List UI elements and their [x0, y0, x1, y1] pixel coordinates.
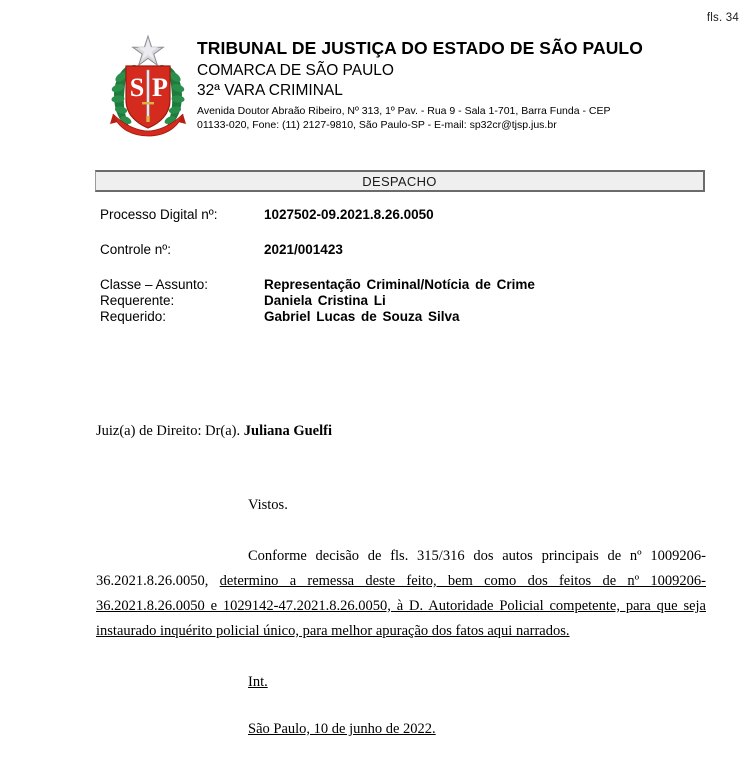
decision-body — [96, 497, 706, 742]
metadata-row-requerente — [100, 293, 700, 308]
requerido-label: Requerido: — [100, 309, 167, 324]
requerido-value: Gabriel Lucas de Souza Silva — [264, 309, 460, 324]
paragraph-underlined-text: determino a remessa deste feito, bem como dos feitos de nº 1009206-36.2021.8.26.0050 e 1029142-47.2021.8.26.0050, à D. Autoridade Policial competente, para que seja instaurado inquérito policial único, para melhor apuração dos fatos aqui narrados. — [96, 572, 706, 639]
comarca-name: COMARCA DE SÃO PAULO — [197, 61, 394, 79]
paragraph-plain-text: Conforme decisão de fls. 315/316 dos autos principais de nº 1009206-36.2021.8.26.0050, — [96, 548, 706, 589]
vistos-line: Vistos. — [248, 497, 288, 513]
judge-name: Juliana Guelfi — [243, 423, 332, 439]
date-text: São Paulo, 10 de junho de 2022. — [248, 720, 436, 737]
processo-value: 1027502-09.2021.8.26.0050 — [264, 207, 434, 222]
despacho-title: DESPACHO — [362, 173, 437, 189]
case-metadata — [100, 207, 700, 325]
requerente-label: Requerente: — [100, 293, 175, 308]
svg-text:S: S — [129, 73, 145, 102]
judge-prefix: Juiz(a) de Direito: Dr(a). — [96, 423, 244, 439]
processo-label: Processo Digital nº: — [100, 207, 218, 222]
address-block — [197, 105, 643, 133]
date-line — [248, 717, 706, 742]
controle-value: 2021/001423 — [264, 242, 343, 257]
decision-paragraph — [96, 544, 706, 644]
despacho-banner — [95, 170, 705, 192]
folio-marker: fls. 34 — [706, 12, 739, 24]
classe-value: Representação Criminal/Notícia de Crime — [264, 277, 535, 292]
int-line — [248, 670, 706, 695]
metadata-row-processo — [100, 207, 700, 222]
address-line-2: 01133-020, Fone: (11) 2127-9810, São Paulo-SP - E-mail: sp32cr@tjsp.jus.br — [197, 119, 557, 132]
classe-label: Classe – Assunto: — [100, 277, 209, 292]
requerente-value: Daniela Cristina Li — [264, 293, 386, 308]
int-text: Int. — [248, 673, 268, 690]
document-header — [105, 30, 725, 142]
header-text-block — [197, 30, 643, 133]
metadata-row-controle — [100, 242, 700, 257]
metadata-row-classe — [100, 277, 700, 292]
judge-line — [96, 423, 332, 440]
vara-name: 32ª VARA CRIMINAL — [197, 81, 343, 99]
metadata-row-requerido — [100, 309, 700, 324]
sao-paulo-coat-of-arms-icon — [105, 30, 191, 142]
address-line-1: Avenida Doutor Abraão Ribeiro, Nº 313, 1º Pav. - Rua 9 - Sala 1-701, Barra Funda - CEP — [197, 105, 611, 118]
controle-label: Controle nº: — [100, 242, 171, 257]
svg-text:P: P — [152, 73, 168, 102]
court-name: TRIBUNAL DE JUSTIÇA DO ESTADO DE SÃO PAULO — [197, 38, 643, 58]
